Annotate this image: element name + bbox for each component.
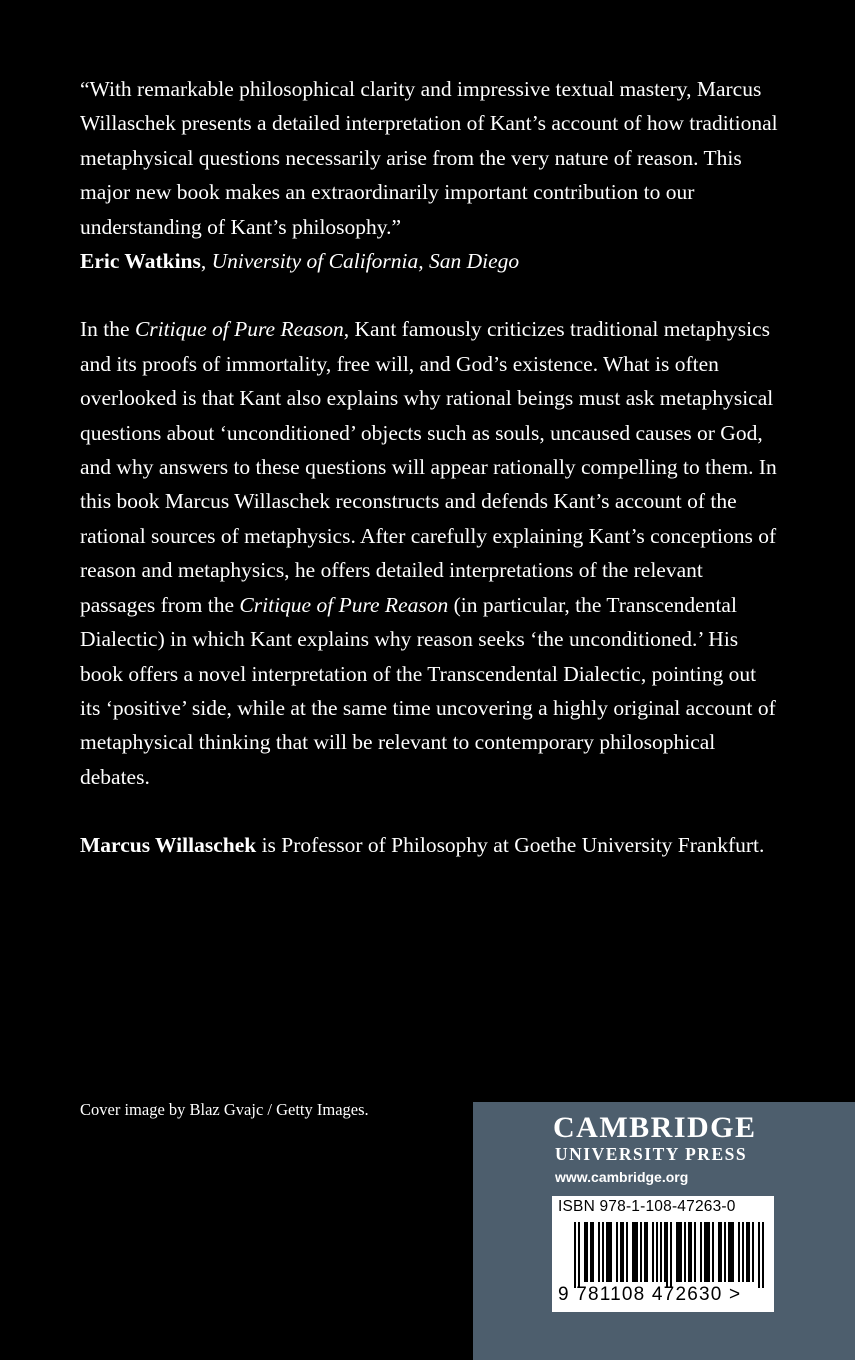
barcode-bar	[634, 1222, 636, 1282]
barcode-bar	[720, 1222, 722, 1282]
barcode-digits: 9 781108 472630 >	[558, 1284, 742, 1305]
barcode-bar	[712, 1222, 714, 1282]
barcode-bar	[670, 1222, 672, 1288]
author-bio	[80, 828, 780, 862]
publisher-name-sub: UNIVERSITY PRESS	[555, 1144, 748, 1164]
barcode-bar	[646, 1222, 648, 1282]
barcode-bar	[730, 1222, 732, 1282]
endorsement-separator: ,	[200, 249, 212, 274]
barcode-bar	[676, 1222, 678, 1282]
barcode-bar	[758, 1222, 760, 1288]
barcode-bar	[688, 1222, 690, 1282]
barcode-bar	[690, 1222, 692, 1282]
description-part-1: In the	[80, 317, 135, 342]
barcode-bar	[694, 1222, 696, 1282]
barcode-bar	[704, 1222, 706, 1282]
endorsement-quote: “With remarkable philosophical clarity and impressive textual mastery, Marcus Willaschek presents a detailed interpretation of Kant’s account of how traditional metaphysical questions necessarily arise from the very nature of reason. This major new book makes an extraordinarily important contribution to our understanding of Kant’s philosophy.”	[80, 77, 778, 239]
barcode-bar	[620, 1222, 622, 1282]
barcode-bar	[584, 1222, 586, 1282]
barcode-bar	[656, 1222, 658, 1282]
barcode-bar	[660, 1222, 662, 1282]
publisher-url: www.cambridge.org	[555, 1169, 689, 1185]
barcode-bar	[684, 1222, 686, 1282]
publisher-panel	[473, 1102, 855, 1360]
barcode-bar	[622, 1222, 624, 1282]
barcode-bar	[762, 1222, 764, 1288]
barcode-bar	[724, 1222, 726, 1282]
barcode-bar	[742, 1222, 744, 1282]
barcode-bar	[678, 1222, 680, 1282]
barcode-bar	[708, 1222, 710, 1282]
barcode-bar	[610, 1222, 612, 1282]
isbn-label: ISBN 978-1-108-47263-0	[558, 1198, 736, 1215]
barcode-bar	[746, 1222, 748, 1282]
description-part-2: , Kant famously criticizes traditional metaphysics and its proofs of immortality, free will, and God’s existence. What is often overlooked is that Kant also explains why rational beings must ask metaphysical questions about ‘unconditioned’ objects such as souls, uncaused causes or God, and why answers to these questions will appear rationally compelling to them. In this book Marcus Willaschek reconstructs and defends Kant’s account of the rational sources of metaphysics. After carefully explaining Kant’s conceptions of reason and metaphysics, he offers detailed interpretations of the relevant passages from the	[80, 317, 777, 617]
endorsement-author: Eric Watkins	[80, 249, 201, 274]
isbn-barcode	[552, 1196, 774, 1312]
cover-image-credit: Cover image by Blaz Gvajc / Getty Images.	[80, 1100, 369, 1119]
barcode-bar	[664, 1222, 666, 1282]
description-part-3: (in particular, the Transcendental Dialectic) in which Kant explains why reason seeks ‘the unconditioned.’ His book offers a novel interpretation of the Transcendental Dialectic, pointing out its ‘positive’ side, while at the same time uncovering a highly original account of metaphysical thinking that will be relevant to contemporary philosophical debates.	[80, 592, 776, 789]
barcode-bar	[718, 1222, 720, 1282]
barcode-bar	[602, 1222, 604, 1282]
endorsement-affiliation: University of California, San Diego	[211, 249, 520, 274]
author-bio-name: Marcus Willaschek	[80, 833, 257, 858]
barcode-bar	[586, 1222, 588, 1282]
author-bio-text: is Professor of Philosophy at Goethe University Frankfurt.	[256, 833, 765, 858]
barcode-bar	[666, 1222, 668, 1288]
barcode-bar	[574, 1222, 576, 1288]
barcode-bar	[640, 1222, 642, 1282]
barcode-bar	[732, 1222, 734, 1282]
back-cover-blurb	[80, 72, 780, 863]
book-title-reference-1: Critique of Pure Reason	[134, 317, 344, 342]
barcode-bar	[608, 1222, 610, 1282]
barcode-bar	[626, 1222, 628, 1282]
barcode-bar	[632, 1222, 634, 1282]
barcode-bar	[652, 1222, 654, 1282]
barcode-bar	[606, 1222, 608, 1282]
barcode-bar	[616, 1222, 618, 1282]
barcode-bar	[706, 1222, 708, 1282]
barcode-bar	[592, 1222, 594, 1282]
endorsement-block	[80, 72, 780, 278]
book-description	[80, 312, 780, 794]
barcode-bar	[738, 1222, 740, 1282]
barcode-bar	[748, 1222, 750, 1282]
barcode-bar	[590, 1222, 592, 1282]
book-title-reference-2: Critique of Pure Reason	[239, 592, 449, 617]
barcode-bar	[752, 1222, 754, 1282]
publisher-name: CAMBRIDGE	[553, 1111, 757, 1144]
barcode-bar	[728, 1222, 730, 1282]
barcode-bar	[644, 1222, 646, 1282]
barcode-bar	[578, 1222, 580, 1288]
barcode-bar	[636, 1222, 638, 1282]
barcode-bar	[680, 1222, 682, 1282]
barcode-bar	[700, 1222, 702, 1282]
barcode-bar	[598, 1222, 600, 1282]
publisher-logo	[553, 1112, 757, 1164]
